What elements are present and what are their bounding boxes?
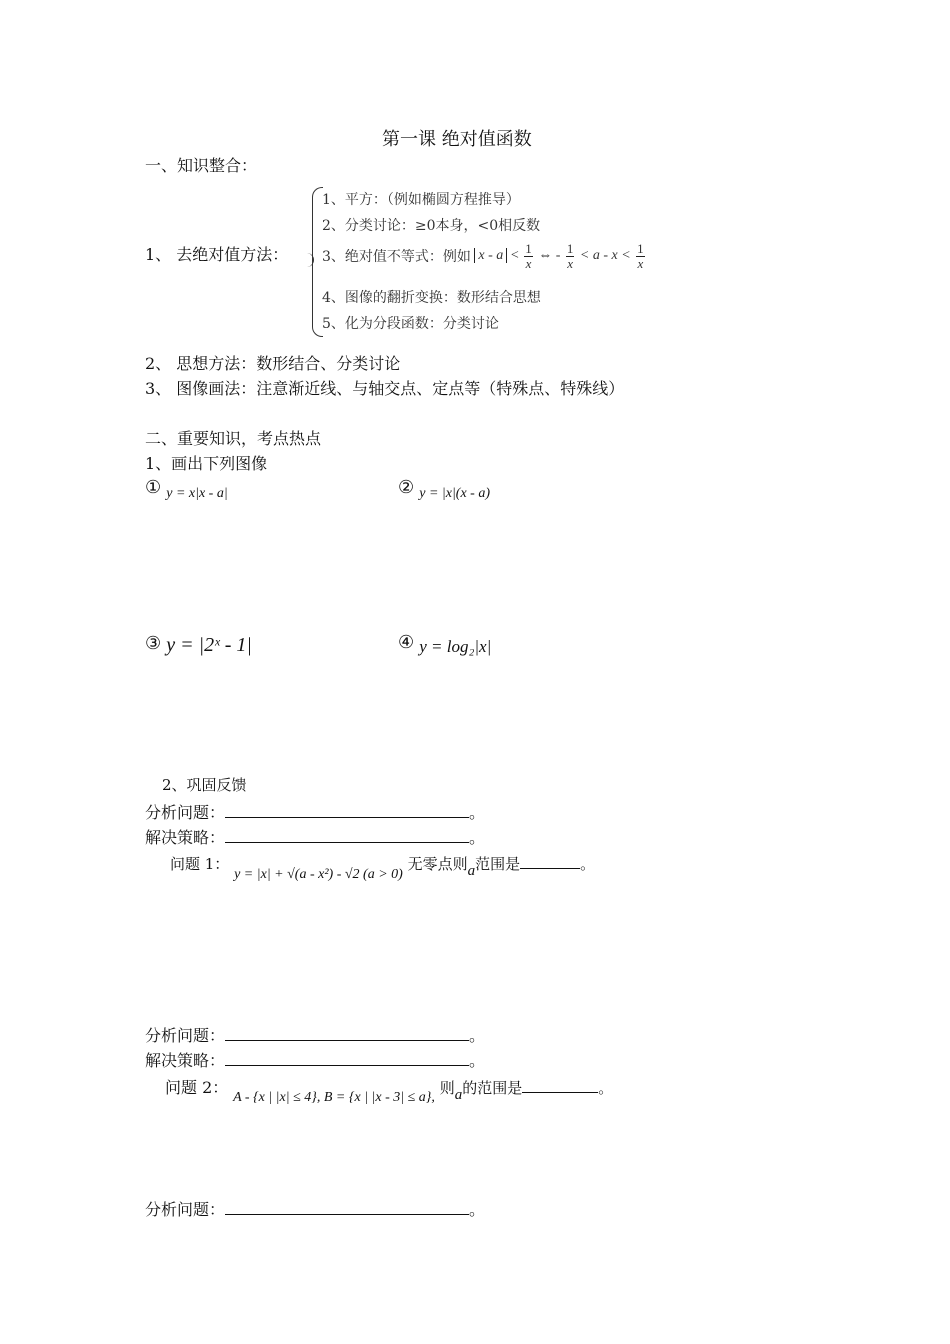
section2-sub2: 2、巩固反馈 [162, 776, 247, 794]
method-1: 1、平方：（例如椭圆方程推导） [322, 192, 520, 208]
problem-1 [170, 853, 596, 882]
strategy-blank-1[interactable] [225, 828, 469, 843]
problem-2-text-mid: 则 [439, 1079, 455, 1097]
strategy-row-2 [145, 1048, 485, 1071]
period-2: 。 [469, 828, 486, 847]
strategy-row-1 [145, 825, 485, 848]
problem-2-text-end: 的范围是 [462, 1079, 523, 1097]
period-5: 。 [469, 1051, 486, 1070]
problem-2-label: 问题 2： [165, 1078, 229, 1097]
method-3 [322, 242, 647, 270]
strategy-blank-2[interactable] [225, 1051, 469, 1066]
circled-4: ④ [398, 632, 415, 653]
graph-1-eq: y = x|x - a| [166, 486, 228, 501]
period-6: 。 [598, 1079, 614, 1097]
period-3: 。 [580, 855, 596, 873]
item2: 2、 思想方法：数形结合、分类讨论 [145, 354, 401, 373]
problem-1-label: 问题 1： [170, 855, 230, 873]
item1-label: 1、 去绝对值方法： [145, 245, 289, 264]
analyze-row-1 [145, 800, 485, 823]
problem-2-eq: A - {x | |x| ≤ 4}, B = {x | |x - 3| ≤ a}, [233, 1090, 435, 1105]
circled-1: ① [145, 477, 162, 498]
circled-2: ② [398, 477, 415, 498]
method-4: 4、图像的翻折变换：数形结合思想 [322, 290, 541, 306]
problem-1-text-end: 范围是 [475, 855, 521, 873]
graph-4-eq: y = log₂|x| [419, 637, 492, 656]
problem-1-var: a [467, 863, 476, 879]
analyze-row-2 [145, 1023, 485, 1046]
method-5: 5、化为分段函数：分类讨论 [322, 316, 499, 332]
method-3-label: 3、绝对值不等式：例如 [322, 249, 471, 266]
problem-2 [165, 1075, 614, 1105]
graph-1 [145, 477, 228, 501]
graph-3-eq: y = |2ˣ - 1| [166, 634, 252, 656]
strategy-label-2: 解决策略： [145, 1051, 226, 1070]
section1-heading: 一、知识整合： [145, 156, 258, 175]
analyze-label-2: 分析问题： [145, 1026, 226, 1045]
graph-3 [145, 632, 252, 655]
problem-2-blank[interactable] [522, 1078, 598, 1093]
problem-2-var: a [454, 1087, 463, 1103]
page-title: 第一课 绝对值函数 [382, 129, 532, 150]
section2-heading: 二、重要知识，考点热点 [145, 429, 322, 448]
circled-3: ③ [145, 633, 162, 654]
analyze-blank-1[interactable] [225, 803, 469, 818]
analyze-blank-3[interactable] [225, 1200, 469, 1215]
item3: 3、 图像画法：注意渐近线、与轴交点、定点等（特殊点、特殊线） [145, 379, 625, 398]
problem-1-text-mid: 无零点则 [407, 855, 468, 873]
problem-1-eq: y = |x| + √(a - x²) - √2 (a > 0) [234, 867, 403, 882]
strategy-label-1: 解决策略： [145, 828, 226, 847]
graph-2 [398, 477, 491, 501]
analyze-label-1: 分析问题： [145, 803, 226, 822]
section2-sub1: 1、画出下列图像 [145, 454, 268, 473]
analyze-label-3: 分析问题： [145, 1200, 226, 1219]
analyze-blank-2[interactable] [225, 1026, 469, 1041]
period-7: 。 [469, 1200, 486, 1219]
analyze-row-3 [145, 1197, 485, 1220]
graph-4 [398, 632, 492, 656]
method-2: 2、分类讨论：≥0本身，<0相反数 [322, 218, 541, 234]
graph-2-eq: y = |x|(x - a) [419, 486, 491, 501]
period-1: 。 [469, 803, 486, 822]
method-3-math: x - a < $\frac{1}{x}$ ⇔ - $\frac{1}{x}$ < a - x < $\frac{1}{x}$ [471, 248, 647, 263]
problem-1-blank[interactable] [520, 854, 580, 869]
period-4: 。 [469, 1026, 486, 1045]
